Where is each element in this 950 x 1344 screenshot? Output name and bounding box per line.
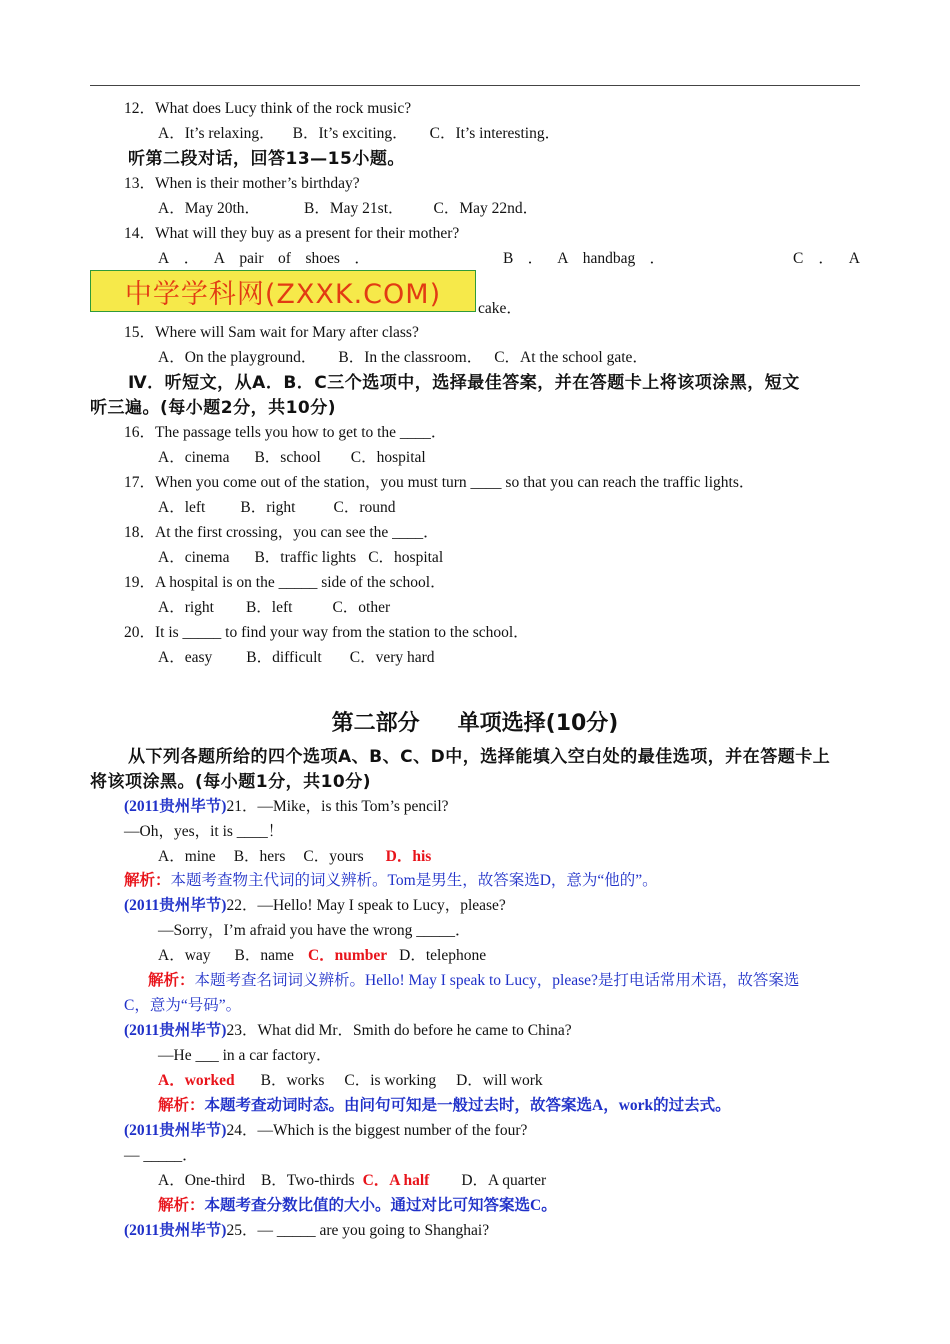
q22-option-d[interactable]: D．telephone — [399, 947, 487, 964]
q21-options — [158, 847, 431, 867]
q21-explanation — [124, 871, 658, 891]
q24-explanation — [158, 1196, 557, 1216]
q12-option-c[interactable]: C．It’s interesting． — [429, 125, 561, 142]
q21-option-d-answer[interactable]: D．his — [385, 848, 432, 865]
q22-stem-line — [124, 896, 506, 916]
q24-reply: — _____． — [124, 1147, 198, 1164]
dialogue2-heading: 听第二段对话，回答13—15小题。 — [128, 149, 405, 169]
part2-title — [0, 706, 950, 737]
q23-option-b[interactable]: B．works — [260, 1072, 325, 1089]
q16-option-a[interactable]: A．cinema — [158, 449, 230, 466]
part2-title-right: 单项选择(10分) — [457, 711, 619, 736]
q24-explanation-text: 本题考查分数比值的大小。通过对比可知答案选C。 — [204, 1197, 557, 1214]
q17-option-a[interactable]: A．left — [158, 499, 206, 516]
q13-option-c[interactable]: C．May 22nd． — [433, 200, 539, 217]
q25-stem-line — [124, 1221, 489, 1241]
q15-option-a[interactable]: A．On the playground． — [158, 349, 317, 366]
part2-title-left: 第二部分 — [331, 711, 420, 736]
q19-option-a[interactable]: A．right — [158, 599, 214, 616]
q21-source: (2011贵州毕节) — [124, 798, 227, 815]
q23-source: (2011贵州毕节) — [124, 1022, 227, 1039]
q16-options — [158, 448, 426, 468]
q12-options — [158, 124, 560, 144]
q20-option-c[interactable]: C．very hard — [349, 649, 435, 666]
q25-stem: 25．— _____ are you going to Shanghai? — [226, 1222, 490, 1239]
q17-stem: 17．When you come out of the station，you must turn ____ so that you can reach the traffic lights． — [124, 474, 755, 491]
q24-option-b[interactable]: B．Two-thirds — [260, 1172, 355, 1189]
q22-options — [158, 946, 486, 966]
q24-blank: _____ — [143, 1147, 183, 1164]
q24-option-c-answer[interactable]: C．A half — [362, 1172, 430, 1189]
section4-instruction-line2: 听三遍。(每小题2分，共10分) — [90, 398, 337, 418]
q22-explanation-line2: C，意为“号码”。 — [124, 997, 242, 1014]
q24-option-a[interactable]: A．One-third — [158, 1172, 245, 1189]
q24-explanation-label: 解析： — [158, 1197, 205, 1214]
q23-stem: 23．What did Mr．Smith do before he came to China? — [226, 1022, 572, 1039]
q13-stem: 13．When is their mother’s birthday? — [124, 175, 360, 192]
q19-options — [158, 598, 390, 618]
q14-stem: 14．What will they buy as a present for their mother? — [124, 225, 460, 242]
q21-explanation-label: 解析： — [124, 872, 171, 889]
q22-source: (2011贵州毕节) — [124, 897, 227, 914]
q24-option-d[interactable]: D．A quarter — [461, 1172, 547, 1189]
q22-explanation-label: 解析： — [148, 972, 195, 989]
q24-stem-line — [124, 1121, 527, 1141]
q19-stem: 19．A hospital is on the _____ side of the school． — [124, 574, 446, 591]
q23-option-d[interactable]: D．will work — [456, 1072, 543, 1089]
q14-option-a[interactable]: A ． A pair of shoes ． — [158, 250, 370, 267]
q23-explanation — [158, 1096, 731, 1116]
q22-option-a[interactable]: A．way — [158, 947, 211, 964]
q18-option-c[interactable]: C．hospital — [368, 549, 444, 566]
q23-blank: ___ — [195, 1047, 219, 1064]
q24-source: (2011贵州毕节) — [124, 1122, 227, 1139]
q21-stem-line — [124, 797, 449, 817]
section4-instruction-line1: Ⅳ．听短文，从A．B．C三个选项中，选择最佳答案，并在答题卡上将该项涂黑，短文 — [128, 373, 800, 393]
q23-explanation-label: 解析： — [158, 1097, 205, 1114]
q22-explanation-line1 — [148, 971, 860, 991]
part2-instruction-line2: 将该项涂黑。(每小题1分，共10分) — [90, 772, 372, 792]
q16-option-b[interactable]: B．school — [254, 449, 321, 466]
q22-reply: —Sorry，I’m afraid you have the wrong _____． — [158, 922, 471, 939]
q14-option-c-continued: cake． — [478, 300, 522, 317]
q25-source: (2011贵州毕节) — [124, 1222, 227, 1239]
q23-option-a-answer[interactable]: A．worked — [158, 1072, 235, 1089]
q23-option-c[interactable]: C．is working — [344, 1072, 437, 1089]
q21-reply: —Oh，yes，it is ____！ — [124, 823, 284, 840]
q21-stem: 21．—Mike，is this Tom’s pencil? — [226, 798, 449, 815]
q14-option-b[interactable]: B ． A handbag ． — [503, 250, 665, 267]
q19-option-b[interactable]: B．left — [245, 599, 293, 616]
q15-options — [158, 348, 648, 368]
q19-option-c[interactable]: C．other — [332, 599, 391, 616]
q20-option-b[interactable]: B．difficult — [246, 649, 322, 666]
q21-explanation-text: 本题考查物主代词的词义辨析。Tom是男生，故答案选D，意为“他的”。 — [170, 872, 658, 889]
q21-option-a[interactable]: A．mine — [158, 848, 216, 865]
q14-option-c[interactable]: C ． A — [793, 250, 860, 267]
q21-option-b[interactable]: B．hers — [233, 848, 286, 865]
q17-options — [158, 498, 396, 518]
q18-options — [158, 548, 443, 568]
q18-stem: 18．At the first crossing，you can see the ____． — [124, 524, 439, 541]
q12-option-a[interactable]: A．It’s relaxing． — [158, 125, 275, 142]
q24-stem: 24．—Which is the biggest number of the four? — [226, 1122, 528, 1139]
q24-options — [158, 1171, 546, 1191]
q20-stem: 20．It is _____ to find your way from the station to the school． — [124, 624, 529, 641]
q23-options — [158, 1071, 543, 1091]
q22-option-b[interactable]: B．name — [234, 947, 294, 964]
q20-option-a[interactable]: A．easy — [158, 649, 213, 666]
q13-option-a[interactable]: A．May 20th． — [158, 200, 261, 217]
q23-reply: —He ___ in a car factory． — [158, 1047, 332, 1064]
q22-explanation-text1: 本题考查名词词义辨析。Hello! May I speak to Lucy，please?是打电话常用术语，故答案选 — [194, 972, 800, 989]
q18-option-a[interactable]: A．cinema — [158, 549, 230, 566]
header-rule — [90, 85, 860, 86]
q16-stem: 16．The passage tells you how to get to the ____． — [124, 424, 447, 441]
q17-option-c[interactable]: C．round — [333, 499, 396, 516]
q13-option-b[interactable]: B．May 21st． — [304, 200, 404, 217]
q15-stem: 15．Where will Sam wait for Mary after class? — [124, 324, 419, 341]
q22-option-c-answer[interactable]: C．number — [307, 947, 388, 964]
q15-option-c[interactable]: C．At the school gate． — [494, 349, 648, 366]
q18-option-b[interactable]: B．traffic lights — [254, 549, 357, 566]
q23-stem-line — [124, 1021, 572, 1041]
q12-option-b[interactable]: B．It’s exciting． — [292, 125, 408, 142]
q22-stem: 22．—Hello! May I speak to Lucy，please? — [226, 897, 506, 914]
q21-option-c[interactable]: C．yours — [303, 848, 364, 865]
zxxk-watermark-logo: 中学学科网(ZXXK.COM) — [90, 270, 476, 312]
q15-option-b[interactable]: B．In the classroom． — [338, 349, 483, 366]
q17-option-b[interactable]: B．right — [240, 499, 296, 516]
q12-stem: 12．What does Lucy think of the rock music? — [124, 100, 412, 117]
q23-explanation-text: 本题考查动词时态。由问句可知是一般过去时，故答案选A，work的过去式。 — [204, 1097, 731, 1114]
q20-options — [158, 648, 435, 668]
q13-options — [158, 199, 538, 219]
part2-instruction-line1: 从下列各题所给的四个选项A、B、C、D中，选择能填入空白处的最佳选项，并在答题卡上 — [128, 747, 831, 767]
q16-option-c[interactable]: C．hospital — [350, 449, 426, 466]
